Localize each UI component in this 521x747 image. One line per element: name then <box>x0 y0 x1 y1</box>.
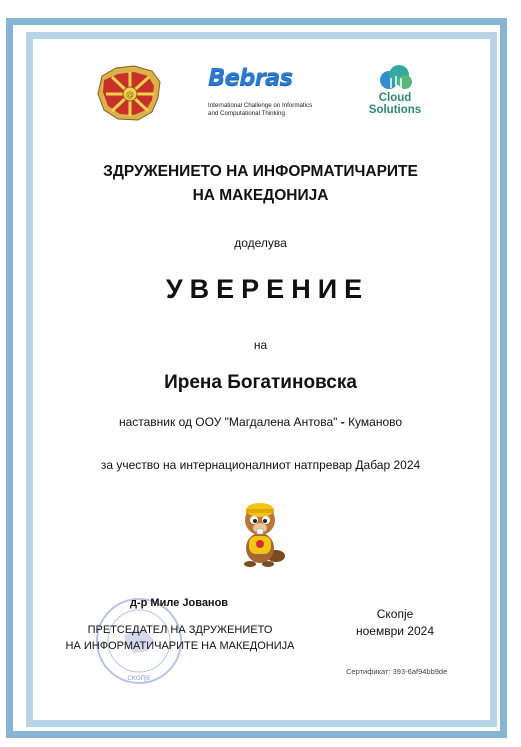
place-and-date <box>340 606 450 640</box>
awards-text: доделува <box>234 236 287 250</box>
date: ноември 2024 <box>355 624 434 638</box>
to-text: на <box>253 338 268 352</box>
signatory-role: ПРЕТСЕДАТЕЛ НА ЗДРУЖЕНИЕТО НА ИНФОРМАТИЧАРИТЕ НА МАКЕДОНИЈА <box>65 624 295 652</box>
city: Скопје <box>376 607 414 621</box>
association-map-logo <box>94 62 166 124</box>
mentor-dash: - <box>340 415 345 429</box>
cloud-icon <box>375 64 415 94</box>
mentor-city: Куманово <box>344 415 403 429</box>
svg-text:@: @ <box>126 90 134 99</box>
cloud-solutions-wordmark: Cloud Solutions <box>368 92 422 116</box>
certificate-id: Сертификат: 393-6af94bb9de <box>346 667 448 676</box>
purpose-text: за учество на интернационалниот натпревар Дабар 2024 <box>100 458 421 472</box>
mentor-line <box>0 415 521 429</box>
certificate-title: УВЕРЕНИЕ <box>165 274 370 304</box>
recipient-name: Ирена Богатиновска <box>164 372 357 393</box>
beaver-mascot-icon <box>236 498 288 568</box>
bebras-logo <box>208 65 318 123</box>
bebras-wordmark: Bebras <box>208 65 293 91</box>
cloud-solutions-logo <box>360 62 430 124</box>
signatory-name: д-р Миле Јованов <box>130 597 229 609</box>
organization-name: ЗДРУЖЕНИЕТО НА ИНФОРМАТИЧАРИТЕ НА МАКЕДОНИЈА <box>103 163 418 204</box>
bebras-tagline: International Challenge on Informatics and Computational Thinking <box>208 102 313 117</box>
stamp-text: СКОПЈЕ <box>127 675 151 682</box>
mentor-school: наставник од ООУ "Магдалена Антова" <box>118 415 341 429</box>
